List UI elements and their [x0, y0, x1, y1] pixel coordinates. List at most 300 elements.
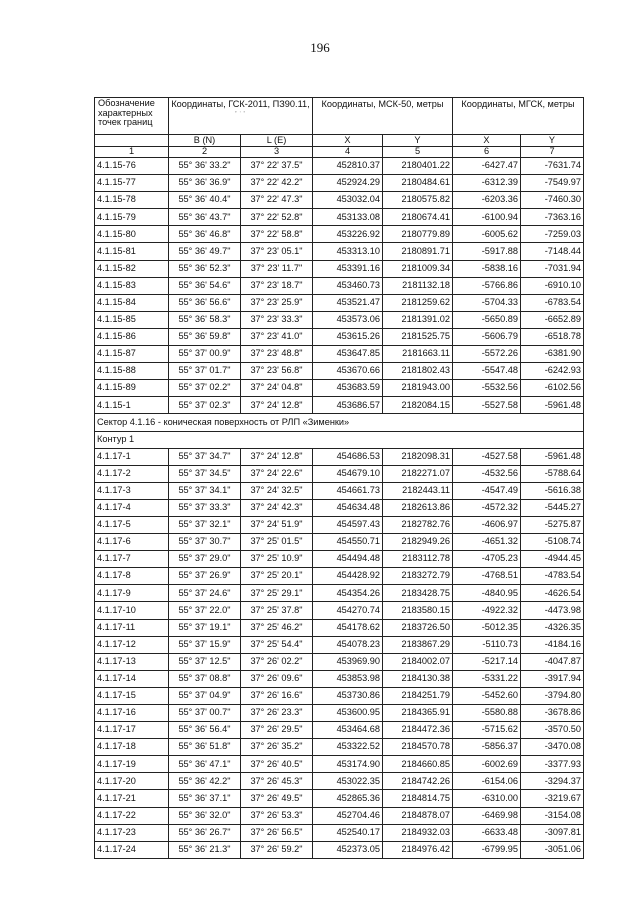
cell-point-id: 4.1.17-14 [95, 670, 169, 687]
cell-lon-l: 37° 24' 51.9" [241, 516, 313, 533]
cell-point-id: 4.1.17-19 [95, 756, 169, 773]
cell-lon-l: 37° 25' 46.2" [241, 619, 313, 636]
cell-mgsk-y: -3051.06 [521, 841, 584, 858]
cell-lon-l: 37° 26' 23.3" [241, 705, 313, 722]
cell-point-id: 4.1.17-22 [95, 807, 169, 824]
cell-msk-x: 452865.36 [313, 790, 383, 807]
table-row [95, 670, 584, 687]
cell-mgsk-y: -3678.86 [521, 705, 584, 722]
cell-lat-b: 55° 37' 34.7" [169, 448, 241, 465]
cell-mgsk-y: -4047.87 [521, 653, 584, 670]
table-row [95, 363, 584, 380]
cell-lon-l: 37° 23' 05.1" [241, 243, 313, 260]
cell-lat-b: 55° 36' 36.9" [169, 175, 241, 192]
header-designation: Обозначение характерных точек границ [95, 98, 169, 135]
cell-lon-l: 37° 22' 58.8" [241, 226, 313, 243]
cell-lon-l: 37° 23' 41.0" [241, 328, 313, 345]
cell-mgsk-x: -5110.73 [453, 636, 521, 653]
table-row [95, 226, 584, 243]
cell-lon-l: 37° 25' 29.1" [241, 585, 313, 602]
cell-lon-l: 37° 22' 52.8" [241, 209, 313, 226]
header-num-3: 3 [241, 147, 313, 158]
cell-point-id: 4.1.17-1 [95, 448, 169, 465]
cell-msk-y: 2184365.91 [383, 705, 453, 722]
cell-point-id: 4.1.17-10 [95, 602, 169, 619]
cell-lat-b: 55° 36' 43.7" [169, 209, 241, 226]
cell-mgsk-y: -6242.93 [521, 363, 584, 380]
header-num-5: 5 [383, 147, 453, 158]
table-body-points-4-1-17 [95, 448, 584, 858]
cell-mgsk-x: -5917.88 [453, 243, 521, 260]
cell-mgsk-y: -3294.37 [521, 773, 584, 790]
cell-lon-l: 37° 24' 12.8" [241, 397, 313, 414]
table-row [95, 585, 584, 602]
table-row [95, 773, 584, 790]
cell-lon-l: 37° 22' 37.5" [241, 158, 313, 175]
cell-point-id: 4.1.17-12 [95, 636, 169, 653]
header-sub-l: L (E) [241, 135, 313, 147]
cell-msk-y: 2180779.89 [383, 226, 453, 243]
table-row [95, 209, 584, 226]
cell-lon-l: 37° 24' 32.5" [241, 482, 313, 499]
cell-msk-x: 454661.73 [313, 482, 383, 499]
cell-mgsk-x: -5527.58 [453, 397, 521, 414]
table-row [95, 499, 584, 516]
cell-lat-b: 55° 36' 52.3" [169, 260, 241, 277]
table-row [95, 346, 584, 363]
table-row [95, 568, 584, 585]
cell-lon-l: 37° 24' 42.3" [241, 499, 313, 516]
cell-mgsk-x: -6799.95 [453, 841, 521, 858]
cell-mgsk-y: -3377.93 [521, 756, 584, 773]
table-row [95, 380, 584, 397]
cell-msk-y: 2182098.31 [383, 448, 453, 465]
cell-msk-x: 453615.26 [313, 328, 383, 345]
cell-msk-x: 452704.46 [313, 807, 383, 824]
cell-lon-l: 37° 26' 40.5" [241, 756, 313, 773]
cell-mgsk-y: -6783.54 [521, 294, 584, 311]
cell-mgsk-x: -4651.32 [453, 534, 521, 551]
cell-mgsk-y: -7363.16 [521, 209, 584, 226]
table-body-points-4-1-15 [95, 158, 584, 414]
cell-msk-x: 452924.29 [313, 175, 383, 192]
cell-lon-l: 37° 25' 01.5" [241, 534, 313, 551]
cell-msk-y: 2182613.86 [383, 499, 453, 516]
cell-msk-y: 2180674.41 [383, 209, 453, 226]
cell-mgsk-x: -5331.22 [453, 670, 521, 687]
cell-point-id: 4.1.17-7 [95, 551, 169, 568]
cell-mgsk-y: -3794.80 [521, 687, 584, 704]
table-row [95, 158, 584, 175]
cell-lon-l: 37° 23' 25.9" [241, 294, 313, 311]
cell-lat-b: 55° 36' 37.1" [169, 790, 241, 807]
cell-lat-b: 55° 36' 56.6" [169, 294, 241, 311]
cell-msk-x: 454428.92 [313, 568, 383, 585]
header-num-1: 1 [95, 147, 169, 158]
cell-point-id: 4.1.17-8 [95, 568, 169, 585]
cell-mgsk-x: -5572.26 [453, 346, 521, 363]
header-num-6: 6 [453, 147, 521, 158]
cell-mgsk-x: -5532.56 [453, 380, 521, 397]
cell-mgsk-y: -5616.38 [521, 482, 584, 499]
cell-mgsk-x: -4840.95 [453, 585, 521, 602]
cell-mgsk-y: -6652.89 [521, 311, 584, 328]
cell-mgsk-y: -5108.74 [521, 534, 584, 551]
cell-lat-b: 55° 36' 59.8" [169, 328, 241, 345]
cell-point-id: 4.1.17-16 [95, 705, 169, 722]
cell-lat-b: 55° 36' 40.4" [169, 192, 241, 209]
table-row [95, 328, 584, 345]
cell-msk-y: 2183272.79 [383, 568, 453, 585]
cell-msk-y: 2184002.07 [383, 653, 453, 670]
table-row [95, 448, 584, 465]
cell-msk-x: 453460.73 [313, 277, 383, 294]
cell-msk-x: 453174.90 [313, 756, 383, 773]
cell-msk-y: 2181943.00 [383, 380, 453, 397]
cell-lat-b: 55° 37' 00.9" [169, 346, 241, 363]
cell-mgsk-y: -7631.74 [521, 158, 584, 175]
cell-lat-b: 55° 36' 33.2" [169, 158, 241, 175]
cell-mgsk-x: -6427.47 [453, 158, 521, 175]
cell-point-id: 4.1.15-84 [95, 294, 169, 311]
table-row [95, 636, 584, 653]
cell-msk-x: 453133.08 [313, 209, 383, 226]
cell-msk-x: 453573.06 [313, 311, 383, 328]
cell-msk-y: 2180401.22 [383, 158, 453, 175]
cell-msk-y: 2181132.18 [383, 277, 453, 294]
cell-mgsk-y: -6102.56 [521, 380, 584, 397]
cell-lon-l: 37° 22' 47.3" [241, 192, 313, 209]
cell-lat-b: 55° 37' 12.5" [169, 653, 241, 670]
table-row [95, 841, 584, 858]
table-row [95, 243, 584, 260]
cell-mgsk-y: -4473.98 [521, 602, 584, 619]
contour-title: Контур 1 [95, 431, 584, 448]
cell-lat-b: 55° 37' 33.3" [169, 499, 241, 516]
table-row [95, 534, 584, 551]
cell-point-id: 4.1.15-86 [95, 328, 169, 345]
cell-lat-b: 55° 36' 42.2" [169, 773, 241, 790]
cell-point-id: 4.1.17-5 [95, 516, 169, 533]
cell-lon-l: 37° 25' 10.9" [241, 551, 313, 568]
cell-point-id: 4.1.17-21 [95, 790, 169, 807]
cell-msk-y: 2182949.26 [383, 534, 453, 551]
cell-lat-b: 55° 37' 34.1" [169, 482, 241, 499]
cell-msk-x: 453686.57 [313, 397, 383, 414]
header-sub-x-msk: X [313, 135, 383, 147]
cell-mgsk-y: -7460.30 [521, 192, 584, 209]
cell-lon-l: 37° 23' 33.3" [241, 311, 313, 328]
cell-msk-x: 454679.10 [313, 465, 383, 482]
cell-lat-b: 55° 37' 02.2" [169, 380, 241, 397]
cell-mgsk-y: -3917.94 [521, 670, 584, 687]
cell-lat-b: 55° 37' 22.0" [169, 602, 241, 619]
cell-point-id: 4.1.17-4 [95, 499, 169, 516]
table-row [95, 397, 584, 414]
cell-msk-y: 2184130.38 [383, 670, 453, 687]
cell-msk-x: 454494.48 [313, 551, 383, 568]
table-section-rows [95, 414, 584, 448]
cell-lon-l: 37° 22' 42.2" [241, 175, 313, 192]
cell-mgsk-x: -6002.69 [453, 756, 521, 773]
cell-mgsk-x: -5606.79 [453, 328, 521, 345]
cell-mgsk-y: -3470.08 [521, 739, 584, 756]
cell-lat-b: 55° 37' 02.3" [169, 397, 241, 414]
cell-point-id: 4.1.17-15 [95, 687, 169, 704]
cell-lon-l: 37° 26' 45.3" [241, 773, 313, 790]
cell-lon-l: 37° 25' 54.4" [241, 636, 313, 653]
cell-mgsk-x: -5547.48 [453, 363, 521, 380]
cell-lat-b: 55° 36' 46.8" [169, 226, 241, 243]
cell-mgsk-x: -6203.36 [453, 192, 521, 209]
table-row [95, 516, 584, 533]
cell-msk-y: 2181802.43 [383, 363, 453, 380]
cell-msk-x: 453022.35 [313, 773, 383, 790]
cell-point-id: 4.1.15-77 [95, 175, 169, 192]
cell-point-id: 4.1.15-1 [95, 397, 169, 414]
cell-mgsk-x: -4768.51 [453, 568, 521, 585]
cell-lon-l: 37° 25' 37.8" [241, 602, 313, 619]
cell-mgsk-x: -4705.23 [453, 551, 521, 568]
cell-lon-l: 37° 26' 56.5" [241, 824, 313, 841]
cell-mgsk-x: -6633.48 [453, 824, 521, 841]
cell-msk-y: 2183112.78 [383, 551, 453, 568]
cell-lat-b: 55° 36' 26.7" [169, 824, 241, 841]
table-row [95, 551, 584, 568]
table-row [95, 294, 584, 311]
cell-lon-l: 37° 24' 12.8" [241, 448, 313, 465]
cell-lat-b: 55° 36' 54.6" [169, 277, 241, 294]
cell-msk-y: 2184472.36 [383, 722, 453, 739]
cell-msk-x: 453670.66 [313, 363, 383, 380]
table-row [95, 653, 584, 670]
table-row [95, 807, 584, 824]
header-num-4: 4 [313, 147, 383, 158]
cell-msk-y: 2182271.07 [383, 465, 453, 482]
cell-lat-b: 55° 37' 01.7" [169, 363, 241, 380]
cell-mgsk-x: -5704.33 [453, 294, 521, 311]
table-row [95, 722, 584, 739]
cell-lon-l: 37° 26' 16.6" [241, 687, 313, 704]
cell-mgsk-x: -5452.60 [453, 687, 521, 704]
cell-msk-x: 453600.95 [313, 705, 383, 722]
cell-msk-x: 454354.26 [313, 585, 383, 602]
cell-mgsk-y: -5275.87 [521, 516, 584, 533]
cell-lon-l: 37° 23' 48.8" [241, 346, 313, 363]
cell-mgsk-y: -5788.64 [521, 465, 584, 482]
cell-mgsk-x: -6310.00 [453, 790, 521, 807]
cell-lat-b: 55° 37' 34.5" [169, 465, 241, 482]
header-num-2: 2 [169, 147, 241, 158]
cell-msk-x: 453969.90 [313, 653, 383, 670]
cell-point-id: 4.1.15-76 [95, 158, 169, 175]
cell-msk-x: 453322.52 [313, 739, 383, 756]
cell-mgsk-y: -3154.08 [521, 807, 584, 824]
cell-point-id: 4.1.15-89 [95, 380, 169, 397]
cell-lat-b: 55° 36' 58.3" [169, 311, 241, 328]
cell-point-id: 4.1.15-80 [95, 226, 169, 243]
cell-msk-y: 2181259.62 [383, 294, 453, 311]
cell-msk-y: 2183726.50 [383, 619, 453, 636]
cell-lon-l: 37° 26' 35.2" [241, 739, 313, 756]
cell-mgsk-x: -5715.62 [453, 722, 521, 739]
cell-mgsk-y: -5961.48 [521, 397, 584, 414]
cell-point-id: 4.1.15-85 [95, 311, 169, 328]
cell-lon-l: 37° 26' 09.6" [241, 670, 313, 687]
cell-mgsk-x: -5580.88 [453, 705, 521, 722]
cell-mgsk-x: -4527.58 [453, 448, 521, 465]
cell-msk-y: 2184814.75 [383, 790, 453, 807]
table-row [95, 824, 584, 841]
table-header [95, 98, 584, 158]
cell-mgsk-x: -4572.32 [453, 499, 521, 516]
cell-mgsk-y: -5961.48 [521, 448, 584, 465]
cell-point-id: 4.1.17-3 [95, 482, 169, 499]
cell-msk-y: 2181009.34 [383, 260, 453, 277]
cell-point-id: 4.1.17-11 [95, 619, 169, 636]
cell-msk-y: 2183867.29 [383, 636, 453, 653]
table-row [95, 756, 584, 773]
cell-mgsk-x: -5650.89 [453, 311, 521, 328]
cell-mgsk-x: -5766.86 [453, 277, 521, 294]
cell-lat-b: 55° 37' 19.1" [169, 619, 241, 636]
table-row [95, 260, 584, 277]
cell-mgsk-x: -4532.56 [453, 465, 521, 482]
cell-point-id: 4.1.15-81 [95, 243, 169, 260]
cell-lon-l: 37° 25' 20.1" [241, 568, 313, 585]
cell-point-id: 4.1.15-88 [95, 363, 169, 380]
cell-msk-y: 2180575.82 [383, 192, 453, 209]
cell-msk-x: 453032.04 [313, 192, 383, 209]
header-num-7: 7 [521, 147, 584, 158]
cell-msk-x: 454597.43 [313, 516, 383, 533]
cell-lat-b: 55° 37' 00.7" [169, 705, 241, 722]
cell-msk-x: 454178.62 [313, 619, 383, 636]
cell-msk-y: 2184976.42 [383, 841, 453, 858]
table-row [95, 739, 584, 756]
cell-msk-x: 453313.10 [313, 243, 383, 260]
cell-msk-x: 454550.71 [313, 534, 383, 551]
cell-point-id: 4.1.15-78 [95, 192, 169, 209]
header-gsk-title: Координаты, ГСК-2011, ПЗ90.11, [171, 99, 310, 109]
cell-lat-b: 55° 37' 29.0" [169, 551, 241, 568]
cell-lat-b: 55° 37' 30.7" [169, 534, 241, 551]
cell-msk-x: 453853.98 [313, 670, 383, 687]
cell-msk-x: 453464.68 [313, 722, 383, 739]
cell-lat-b: 55° 36' 51.8" [169, 739, 241, 756]
cell-msk-y: 2184932.03 [383, 824, 453, 841]
cell-mgsk-y: -4944.45 [521, 551, 584, 568]
cell-msk-y: 2181525.75 [383, 328, 453, 345]
cell-mgsk-y: -7148.44 [521, 243, 584, 260]
cell-msk-y: 2180484.61 [383, 175, 453, 192]
cell-mgsk-x: -6100.94 [453, 209, 521, 226]
table-row [95, 277, 584, 294]
cell-mgsk-y: -3097.81 [521, 824, 584, 841]
cell-msk-y: 2184878.07 [383, 807, 453, 824]
table-row [95, 192, 584, 209]
cell-mgsk-x: -6469.98 [453, 807, 521, 824]
cell-msk-x: 453730.86 [313, 687, 383, 704]
cell-mgsk-y: -6910.10 [521, 277, 584, 294]
cell-msk-y: 2184251.79 [383, 687, 453, 704]
table-row [95, 790, 584, 807]
cell-mgsk-x: -5856.37 [453, 739, 521, 756]
cell-mgsk-y: -3570.50 [521, 722, 584, 739]
cell-mgsk-y: -7549.97 [521, 175, 584, 192]
header-gsk-units: ° ' " [234, 109, 246, 115]
cell-lat-b: 55° 36' 56.4" [169, 722, 241, 739]
cell-lon-l: 37° 23' 56.8" [241, 363, 313, 380]
cell-lon-l: 37° 26' 29.5" [241, 722, 313, 739]
cell-mgsk-y: -4184.16 [521, 636, 584, 653]
cell-mgsk-y: -6381.90 [521, 346, 584, 363]
cell-lat-b: 55° 37' 08.8" [169, 670, 241, 687]
cell-msk-y: 2182443.11 [383, 482, 453, 499]
cell-lat-b: 55° 37' 26.9" [169, 568, 241, 585]
cell-lat-b: 55° 37' 04.9" [169, 687, 241, 704]
cell-msk-y: 2183428.75 [383, 585, 453, 602]
cell-msk-x: 454270.74 [313, 602, 383, 619]
page-number: 196 [310, 40, 330, 55]
cell-lat-b: 55° 36' 49.7" [169, 243, 241, 260]
cell-point-id: 4.1.15-83 [95, 277, 169, 294]
cell-mgsk-x: -6005.62 [453, 226, 521, 243]
cell-msk-x: 453683.59 [313, 380, 383, 397]
cell-lat-b: 55° 37' 15.9" [169, 636, 241, 653]
cell-msk-x: 453226.92 [313, 226, 383, 243]
cell-point-id: 4.1.17-20 [95, 773, 169, 790]
cell-mgsk-y: -4326.35 [521, 619, 584, 636]
header-sub-x-mgsk: X [453, 135, 521, 147]
cell-lon-l: 37° 24' 04.8" [241, 380, 313, 397]
cell-point-id: 4.1.17-6 [95, 534, 169, 551]
cell-mgsk-y: -4783.54 [521, 568, 584, 585]
cell-point-id: 4.1.15-82 [95, 260, 169, 277]
cell-mgsk-x: -4606.97 [453, 516, 521, 533]
contour-row [95, 431, 584, 448]
header-sub-y-msk: Y [383, 135, 453, 147]
cell-msk-y: 2184742.26 [383, 773, 453, 790]
header-sub-b: B (N) [169, 135, 241, 147]
cell-msk-y: 2181391.02 [383, 311, 453, 328]
cell-msk-y: 2182782.76 [383, 516, 453, 533]
cell-point-id: 4.1.17-9 [95, 585, 169, 602]
cell-msk-x: 454686.53 [313, 448, 383, 465]
cell-point-id: 4.1.17-2 [95, 465, 169, 482]
header-msk-group: Координаты, МСК-50, метры [313, 98, 453, 135]
cell-point-id: 4.1.17-13 [95, 653, 169, 670]
cell-msk-y: 2184660.85 [383, 756, 453, 773]
cell-mgsk-x: -5012.35 [453, 619, 521, 636]
coordinates-table [94, 97, 584, 859]
cell-lon-l: 37° 26' 49.5" [241, 790, 313, 807]
cell-mgsk-y: -7259.03 [521, 226, 584, 243]
cell-msk-y: 2184570.78 [383, 739, 453, 756]
cell-point-id: 4.1.17-17 [95, 722, 169, 739]
cell-mgsk-x: -5217.14 [453, 653, 521, 670]
header-sub-y-mgsk: Y [521, 135, 584, 147]
cell-mgsk-y: -3219.67 [521, 790, 584, 807]
table-row [95, 482, 584, 499]
cell-mgsk-x: -6154.06 [453, 773, 521, 790]
cell-mgsk-x: -4922.32 [453, 602, 521, 619]
cell-lon-l: 37° 23' 11.7" [241, 260, 313, 277]
cell-lat-b: 55° 37' 32.1" [169, 516, 241, 533]
cell-msk-x: 453391.16 [313, 260, 383, 277]
table-row [95, 465, 584, 482]
cell-lon-l: 37° 26' 59.2" [241, 841, 313, 858]
